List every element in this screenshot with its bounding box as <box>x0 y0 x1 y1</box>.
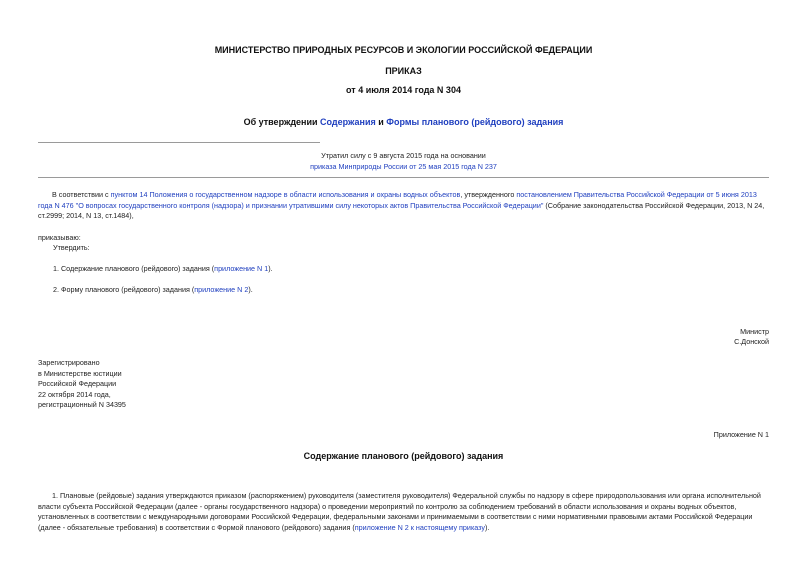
appendix-p1-text: 1. Плановые (рейдовые) задания утверждаются приказом (распоряжением) руководителя (заместителя руководителя) Федеральной службы по надзору в сфере природопользования или органа исполнительной власти субъекта Российской Федерации (далее - органы государственного надзора) о проведении мероприятий по контролю за соблюдением требований в области использования и охраны водных объектов, установленных в соответствии с международными договорами Российской Федерации, федеральными законами и принимаемыми в соответствии с ними нормативными правовыми актами Российской Федерации (далее - обязательные требования) в соответствии с Формой планового (рейдового) задания ( <box>38 491 761 532</box>
registration-line-3: Российской Федерации <box>38 379 117 388</box>
order-item-2-end: ). <box>248 285 253 294</box>
preamble-link-decree[interactable]: постановлением Правительства Российской Федерации от 5 июня 2013 года N 476 "О вопросах государственного контроля (надзора) и признании утратившими силу некоторых актов Правительства Российской Федерации" <box>38 190 757 210</box>
order-item-2 <box>53 285 253 296</box>
preamble-link-regulation[interactable]: пунктом 14 Положения о государственном надзоре в области использования и охраны водных объектов <box>110 190 461 199</box>
appendix-label: Приложение N 1 <box>713 430 769 439</box>
preamble-paragraph <box>38 190 770 222</box>
preamble-text-2: , утвержденного <box>460 190 517 199</box>
registration-block <box>38 358 126 411</box>
status-line: Утратил силу с 9 августа 2015 года на основании <box>321 151 486 160</box>
appendix-2-link[interactable]: приложение N 2 <box>194 285 249 294</box>
appendix-p1-link[interactable]: приложение N 2 к настоящему приказу <box>354 522 485 532</box>
title-link-content[interactable]: Содержания <box>320 117 376 127</box>
appendix-p1-end: ). <box>484 522 490 532</box>
signature-name: С.Донской <box>734 337 769 346</box>
registration-line-4: 22 октября 2014 года, <box>38 389 111 399</box>
order-item-2-text: 2. Форму планового (рейдового) задания ( <box>53 285 195 294</box>
title-link-form[interactable]: Формы планового (рейдового) задания <box>386 117 564 127</box>
registration-line-5: регистрационный N 34395 <box>38 400 126 409</box>
title-mid: и <box>375 117 387 127</box>
registration-line-1: Зарегистрировано <box>38 358 100 367</box>
title-prefix: Об утверждении <box>243 117 321 127</box>
order-item-1 <box>53 264 273 275</box>
order-word: приказываю: <box>38 233 81 242</box>
appendix-paragraph-1 <box>38 491 770 533</box>
signature-title: Министр <box>740 327 769 336</box>
status-divider-bottom <box>38 177 769 178</box>
appendix-title: Содержание планового (рейдового) задания <box>303 451 504 461</box>
appendix-1-link[interactable]: приложение N 1 <box>214 264 269 273</box>
order-item-1-text: 1. Содержание планового (рейдового) задания ( <box>53 264 215 273</box>
preamble-text-1: В соответствии с <box>52 190 111 199</box>
document-type: ПРИКАЗ <box>385 66 422 76</box>
document-title <box>0 117 807 127</box>
status-repeal-link[interactable]: приказа Минприроды России от 25 мая 2015 года N 237 <box>310 162 497 171</box>
preamble-text-3: (Собрание законодательства Российской Федерации, 2013, N 24, ст.2999; 2014, N 13, ст.1484), <box>38 200 765 220</box>
status-divider-top <box>38 142 320 143</box>
document-date-number: от 4 июля 2014 года N 304 <box>346 85 461 95</box>
registration-line-2: в Министерстве юстиции <box>38 368 122 378</box>
order-item-1-end: ). <box>268 264 273 273</box>
ministry-name: МИНИСТЕРСТВО ПРИРОДНЫХ РЕСУРСОВ И ЭКОЛОГИИ РОССИЙСКОЙ ФЕДЕРАЦИИ <box>214 45 593 55</box>
approve-word: Утвердить: <box>53 243 90 252</box>
